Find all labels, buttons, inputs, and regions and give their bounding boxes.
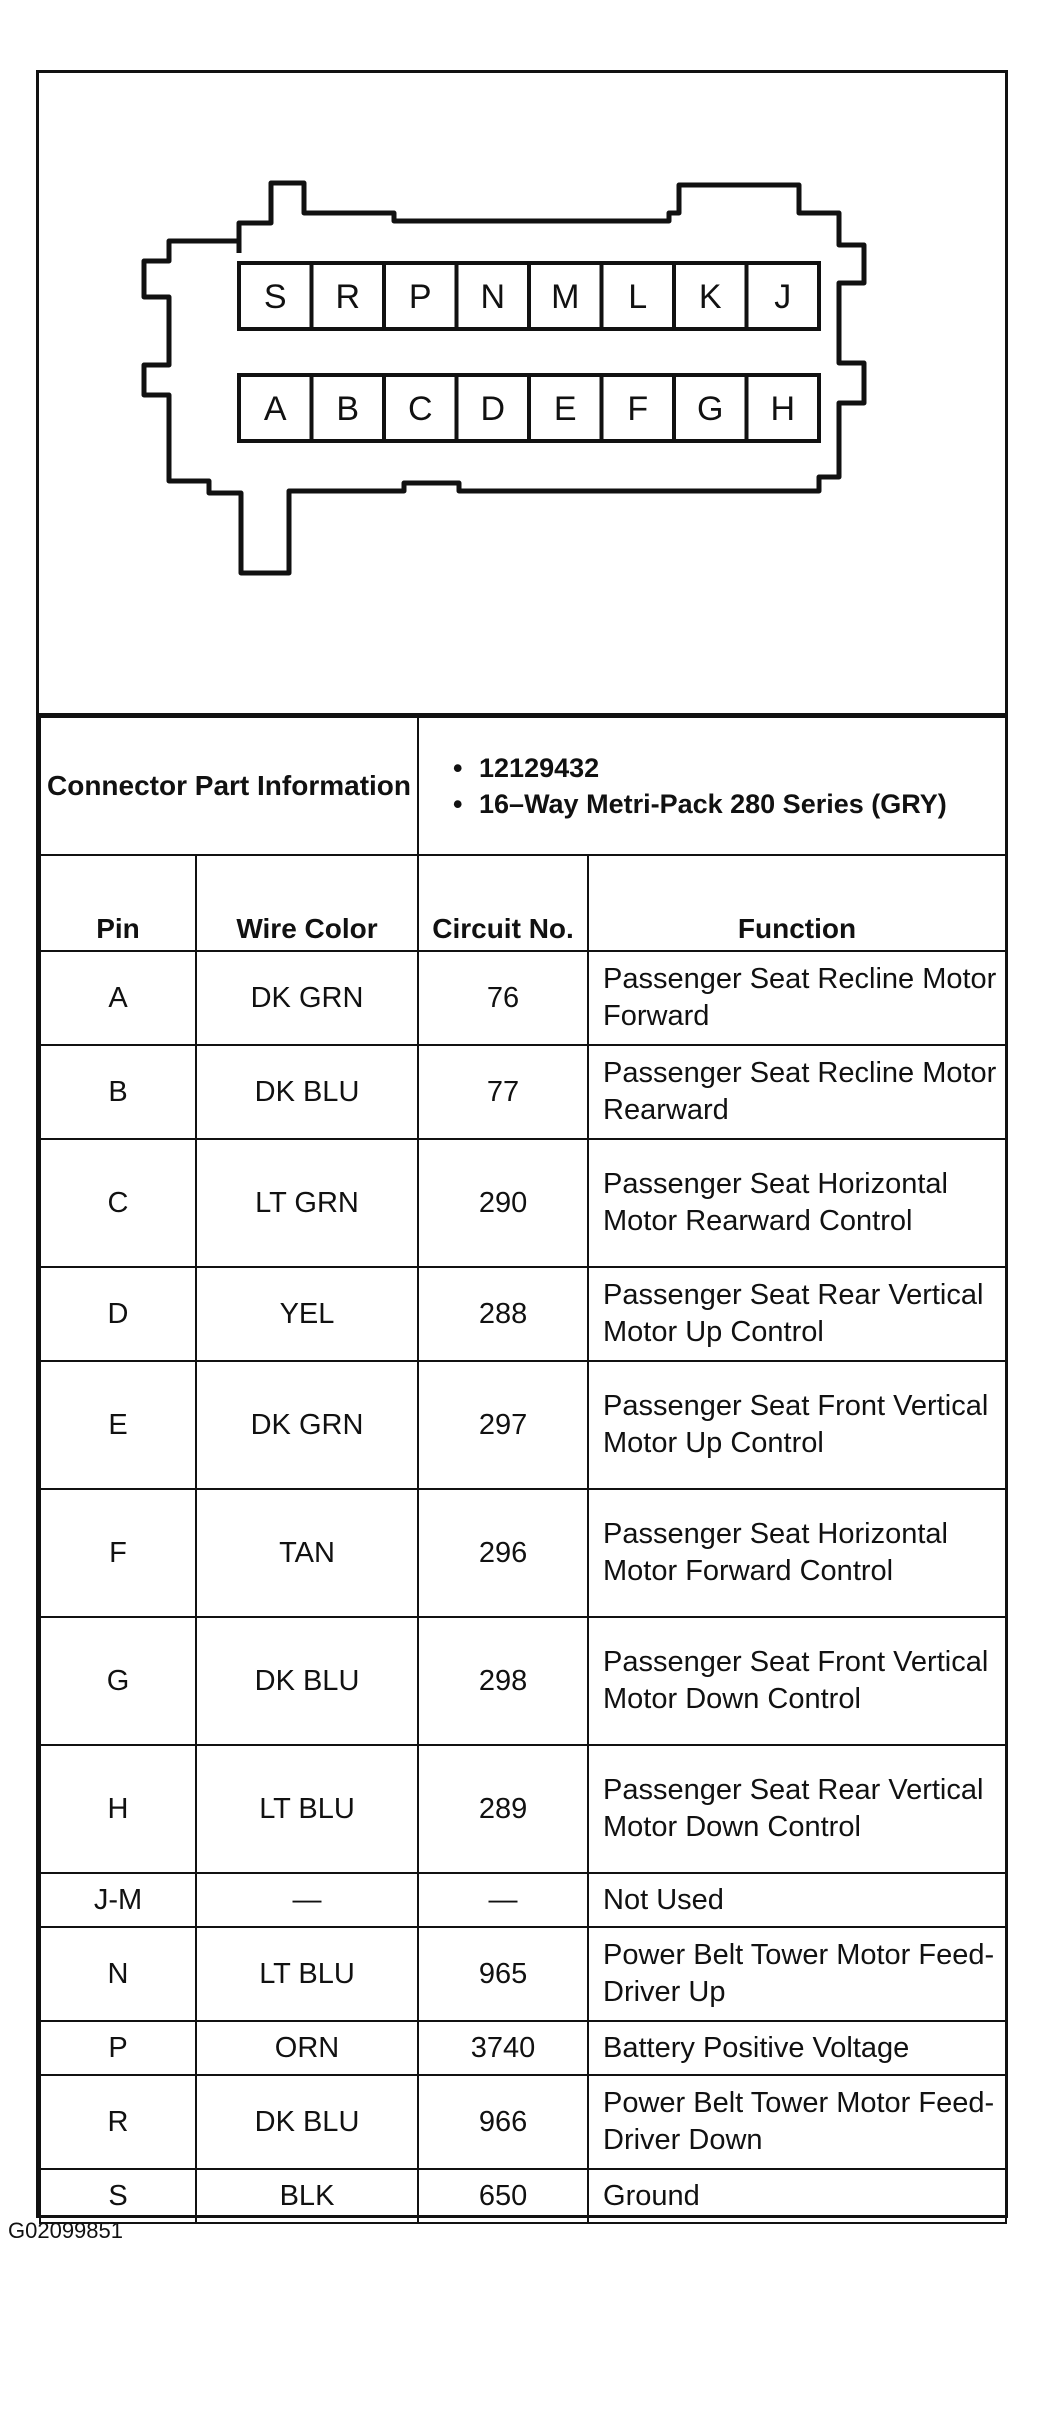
function-cell: Passenger Seat Front Vertical Motor Up Control [588, 1361, 1006, 1489]
table-row [40, 1617, 1006, 1745]
pin-label-g: G [697, 390, 724, 428]
circuit-cell: 290 [418, 1139, 588, 1267]
table-row [40, 1745, 1006, 1873]
pin-cell: P [40, 2021, 196, 2075]
pin-cell: H [40, 1745, 196, 1873]
pin-cavity-e [529, 375, 602, 441]
pin-label-e: E [553, 390, 577, 428]
wire-color-cell: LT BLU [196, 1745, 418, 1873]
pin-label-f: F [627, 390, 649, 428]
wire-color-cell: YEL [196, 1267, 418, 1361]
circuit-cell: 297 [418, 1361, 588, 1489]
pin-label-c: C [407, 390, 433, 428]
wire-color-cell: LT BLU [196, 1927, 418, 2021]
circuit-cell: 289 [418, 1745, 588, 1873]
connector-outline-drawing [39, 73, 1005, 713]
header-circuit-no: Circuit No. [418, 855, 588, 951]
bottom-pin-row [239, 375, 819, 441]
pin-label-p: P [408, 278, 432, 316]
function-cell: Passenger Seat Recline Motor Rearward [588, 1045, 1006, 1139]
part-number: • 12129432 [459, 750, 1005, 786]
connector-housing [144, 183, 864, 573]
table-row [40, 1045, 1006, 1139]
pin-label-r: R [335, 278, 361, 316]
pin-cell: B [40, 1045, 196, 1139]
wire-color-cell: TAN [196, 1489, 418, 1617]
pin-label-n: N [480, 278, 506, 316]
pin-cell: E [40, 1361, 196, 1489]
table-row [40, 951, 1006, 1045]
pin-label-k: K [698, 278, 722, 316]
pin-cell: C [40, 1139, 196, 1267]
part-info-values-cell [418, 717, 1006, 855]
pin-cavity-g [674, 375, 747, 441]
circuit-cell: 965 [418, 1927, 588, 2021]
circuit-cell: 966 [418, 2075, 588, 2169]
function-cell: Not Used [588, 1873, 1006, 1927]
header-pin: Pin [40, 855, 196, 951]
pin-cavity-d [457, 375, 530, 441]
wire-color-cell: — [196, 1873, 418, 1927]
pin-label-a: A [263, 390, 287, 428]
function-cell: Passenger Seat Rear Vertical Motor Down Control [588, 1745, 1006, 1873]
table-header-row [40, 855, 1006, 951]
table-row [40, 1267, 1006, 1361]
table-row [40, 1873, 1006, 1927]
pin-cavity-s [239, 263, 312, 329]
table-row [40, 2075, 1006, 2169]
pin-cavity-j [747, 263, 820, 329]
table-row [40, 2021, 1006, 2075]
pin-label-h: H [770, 390, 796, 428]
pin-label-m: M [551, 278, 580, 316]
circuit-cell: — [418, 1873, 588, 1927]
wire-color-cell: DK BLU [196, 1045, 418, 1139]
function-cell: Passenger Seat Horizontal Motor Rearward Control [588, 1139, 1006, 1267]
pin-cavity-a [239, 375, 312, 441]
wire-color-cell: DK GRN [196, 1361, 418, 1489]
function-cell: Ground [588, 2169, 1006, 2223]
header-wire-color: Wire Color [196, 855, 418, 951]
pin-label-l: L [628, 278, 648, 316]
pin-cavity-b [312, 375, 385, 441]
part-info-label-cell [40, 717, 418, 855]
pin-cavity-k [674, 263, 747, 329]
function-cell: Passenger Seat Horizontal Motor Forward Control [588, 1489, 1006, 1617]
table-row [40, 1489, 1006, 1617]
wire-color-cell: BLK [196, 2169, 418, 2223]
table-row [40, 1139, 1006, 1267]
pin-label-d: D [480, 390, 506, 428]
pin-cavity-p [384, 263, 457, 329]
pin-cell: S [40, 2169, 196, 2223]
pin-cell: A [40, 951, 196, 1045]
pin-cavity-n [457, 263, 530, 329]
pin-cell: N [40, 1927, 196, 2021]
circuit-cell: 288 [418, 1267, 588, 1361]
table-row [40, 1361, 1006, 1489]
function-cell: Battery Positive Voltage [588, 2021, 1006, 2075]
wire-color-cell: DK GRN [196, 951, 418, 1045]
pin-label-j: J [774, 278, 792, 316]
wire-color-cell: DK BLU [196, 1617, 418, 1745]
pin-rows [40, 951, 1006, 2223]
figure-code: G02099851 [8, 2218, 123, 2243]
pin-cell: G [40, 1617, 196, 1745]
circuit-cell: 298 [418, 1617, 588, 1745]
pin-cell: F [40, 1489, 196, 1617]
pin-cavity-m [529, 263, 602, 329]
pin-cell: D [40, 1267, 196, 1361]
pin-cavity-c [384, 375, 457, 441]
pin-cell: J-M [40, 1873, 196, 1927]
connector-type: • 16–Way Metri-Pack 280 Series (GRY) [459, 786, 1005, 822]
function-cell: Power Belt Tower Motor Feed-Driver Up [588, 1927, 1006, 2021]
pin-cavity-h [747, 375, 820, 441]
circuit-cell: 3740 [418, 2021, 588, 2075]
function-cell: Passenger Seat Rear Vertical Motor Up Control [588, 1267, 1006, 1361]
function-cell: Passenger Seat Recline Motor Forward [588, 951, 1006, 1045]
pin-cavity-l [602, 263, 675, 329]
pin-cell: R [40, 2075, 196, 2169]
pinout-table [39, 716, 1007, 2224]
top-pin-row [239, 263, 819, 329]
connector-document [36, 70, 1008, 2218]
pin-cavity-r [312, 263, 385, 329]
wire-color-cell: ORN [196, 2021, 418, 2075]
header-function: Function [588, 855, 1006, 951]
table-row [40, 2169, 1006, 2223]
function-cell: Power Belt Tower Motor Feed-Driver Down [588, 2075, 1006, 2169]
pin-cavity-f [602, 375, 675, 441]
part-info-row [40, 717, 1006, 855]
circuit-cell: 77 [418, 1045, 588, 1139]
circuit-cell: 296 [418, 1489, 588, 1617]
table-row [40, 1927, 1006, 2021]
part-info-label: Connector Part Information [47, 770, 412, 801]
connector-diagram [39, 73, 1005, 716]
circuit-cell: 650 [418, 2169, 588, 2223]
pin-label-b: B [336, 390, 360, 428]
wire-color-cell: LT GRN [196, 1139, 418, 1267]
pin-label-s: S [263, 278, 287, 316]
circuit-cell: 76 [418, 951, 588, 1045]
wire-color-cell: DK BLU [196, 2075, 418, 2169]
function-cell: Passenger Seat Front Vertical Motor Down Control [588, 1617, 1006, 1745]
